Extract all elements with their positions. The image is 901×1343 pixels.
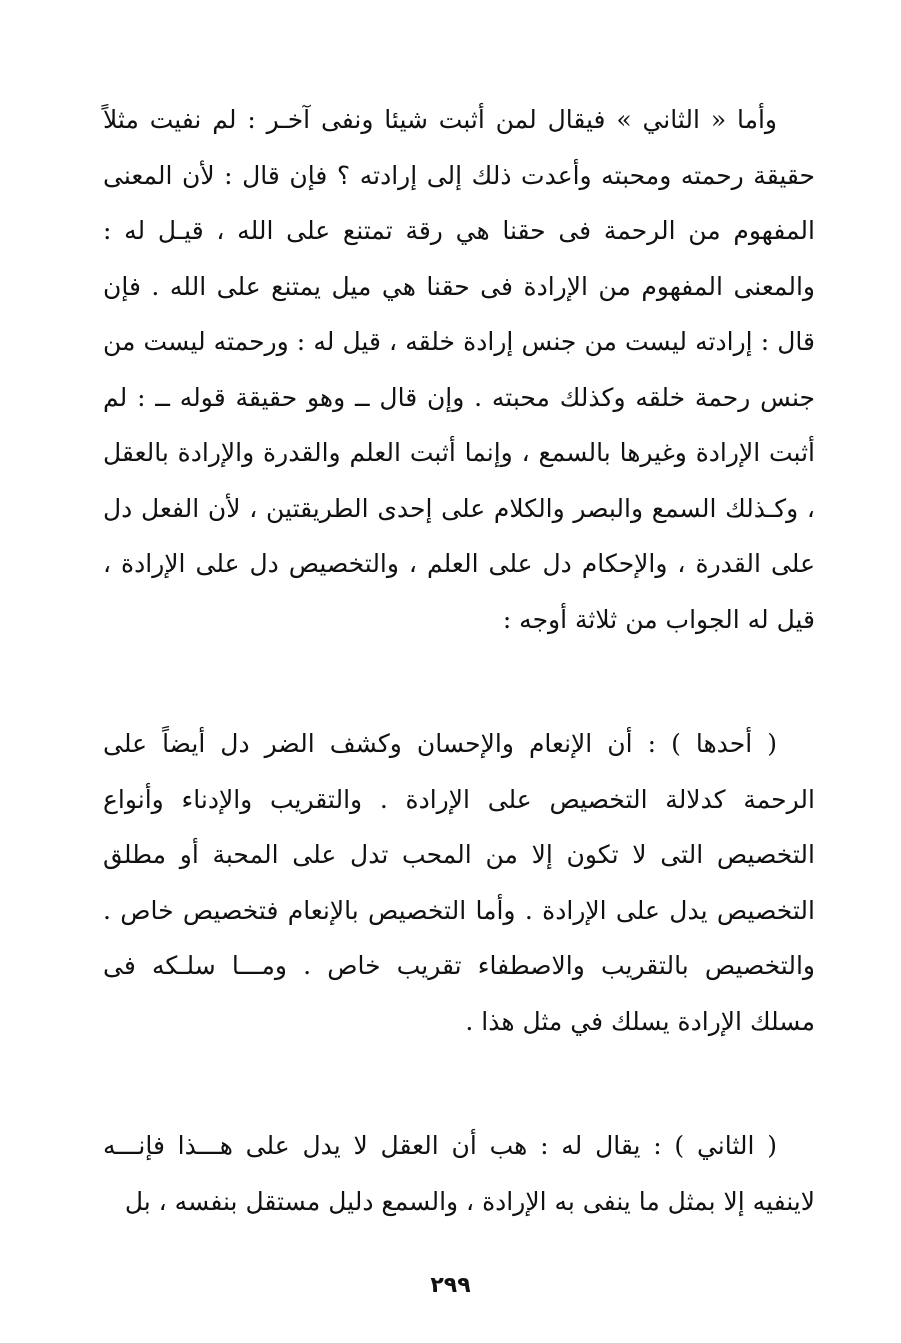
paragraph-second-aspect [103,1118,815,1229]
paragraph-text: ( أحدها ) : أن الإنعام والإحسان وكشف الضر دل أيضاً على الرحمة كدلالة التخصيص على الإرادة . والتقريب والإدناء وأنواع التخصيص التى لا تكون إلا من المحب تدل على المحبة أو مطلق التخصيص يدل على الإرادة . وأما التخصيص بالإنعام فتخصيص خاص . والتخصيص بالتقريب والاصطفاء تقريب خاص . ومـــا سلـكه فى مسلك الإرادة يسلك في مثل هذا . [103,729,815,1036]
paragraph-text: ( الثاني ) : يقال له : هب أن العقل لا يدل على هـــذا فإنـــه لاينفيه إلا بمثل ما ينفى به الإرادة ، والسمع دليل مستقل بنفسه ، بل [103,1131,815,1216]
page-number: ٢٩٩ [430,1273,471,1298]
paragraph-second-point [103,92,815,647]
paragraph-first-aspect [103,716,815,1049]
paragraph-text: وأما « الثاني » فيقال لمن أثبت شيئا ونفى آخـر : لم نفيت مثلاً حقيقة رحمته ومحبته وأعدت ذلك إلى إرادته ؟ فإن قال : لأن المعنى المفهوم من الرحمة فى حقنا هي رقة تمتنع على الله ، قيـل له : والمعنى المفهوم من الإرادة فى حقنا هي ميل يمتنع على الله . فإن قال : إرادته ليست من جنس إرادة خلقه ، قيل له : ورحمته ليست من جنس رحمة خلقه وكذلك محبته . وإن قال ــ وهو حقيقة قوله ــ : لم أثبت الإرادة وغيرها بالسمع ، وإنما أثبت العلم والقدرة والإرادة بالعقل ، وكـذلك السمع والبصر والكلام على إحدى الطريقتين ، لأن الفعل دل على القدرة ، والإحكام دل على العلم ، والتخصيص دل على الإرادة ، قيل له الجواب من ثلاثة أوجه : [103,105,815,634]
